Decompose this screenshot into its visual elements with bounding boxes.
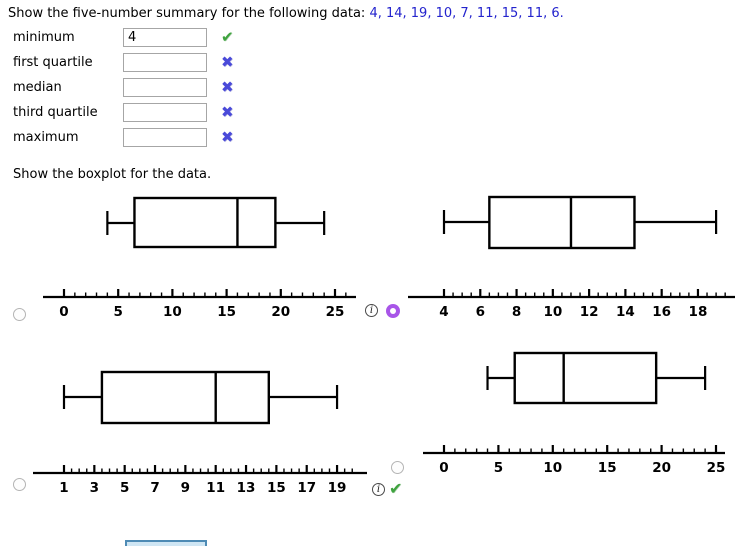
axis-tick-label: 11 xyxy=(206,480,226,495)
axis-tick-label: 15 xyxy=(217,304,236,320)
axis-tick-label: 4 xyxy=(439,304,449,320)
axis-tick-label: 8 xyxy=(511,304,522,320)
axis-tick-label: 15 xyxy=(597,460,617,475)
boxplot-option-top-left xyxy=(33,190,367,325)
axis-tick-label: 3 xyxy=(89,480,100,495)
minimum-input[interactable] xyxy=(123,28,207,47)
axis-tick-label: 15 xyxy=(266,480,286,495)
incorrect-cross-icon: ✖ xyxy=(221,103,234,121)
axis-tick-label: 5 xyxy=(119,480,130,495)
axis-tick-label: 19 xyxy=(327,480,347,495)
boxplot-radio-top-left[interactable] xyxy=(13,308,26,321)
axis-tick-label: 25 xyxy=(706,460,726,475)
axis-tick-label: 10 xyxy=(163,304,182,320)
correct-check-icon: ✔ xyxy=(221,28,234,46)
axis-tick-label: 7 xyxy=(150,480,160,495)
axis-tick-label: 10 xyxy=(543,304,563,320)
field-label-median: median xyxy=(13,80,62,95)
question-prompt xyxy=(8,6,564,21)
axis-tick-label: 25 xyxy=(325,304,345,320)
boxplot-prompt: Show the boxplot for the data. xyxy=(13,167,212,182)
boxplot-radio-top-right[interactable] xyxy=(386,304,400,318)
field-label-third-quartile: third quartile xyxy=(13,105,98,120)
info-icon[interactable] xyxy=(372,483,385,496)
axis-tick-label: 10 xyxy=(543,460,563,475)
info-icon[interactable] xyxy=(365,304,378,317)
boxplot-radio-bottom-left[interactable] xyxy=(13,478,26,491)
axis-tick-label: 16 xyxy=(652,304,672,320)
third-quartile-input[interactable] xyxy=(123,103,207,122)
field-row-minimum xyxy=(13,28,293,47)
boxplot-radio-bottom-right[interactable] xyxy=(391,461,404,474)
question-prompt-text: Show the five-number summary for the following data: xyxy=(8,6,370,21)
axis-tick-label: 1 xyxy=(59,480,69,495)
field-row-first-quartile xyxy=(13,53,293,72)
boxplot-figure-bottom-right xyxy=(420,345,747,475)
axis-tick-label: 5 xyxy=(493,460,504,475)
boxplot-figure-top-right xyxy=(400,190,747,325)
field-row-third-quartile xyxy=(13,103,293,122)
info-icon-glyph: i xyxy=(369,305,374,316)
boxplot-option-bottom-left xyxy=(33,355,367,495)
axis-tick-label: 17 xyxy=(297,480,317,495)
axis-tick-label: 12 xyxy=(579,304,599,320)
boxplot-option-bottom-right xyxy=(420,345,747,475)
axis-tick-label: 18 xyxy=(688,304,708,320)
incorrect-cross-icon: ✖ xyxy=(221,128,234,146)
axis-tick-label: 5 xyxy=(113,304,123,320)
incorrect-cross-icon: ✖ xyxy=(221,53,234,71)
boxplot-figure-bottom-left xyxy=(33,355,367,495)
field-label-first-quartile: first quartile xyxy=(13,55,93,70)
axis-tick-label: 6 xyxy=(475,304,485,320)
partial-element xyxy=(125,540,207,546)
field-label-minimum: minimum xyxy=(13,30,75,45)
boxplot-figure-top-left xyxy=(33,190,367,325)
axis-tick-label: 14 xyxy=(616,304,635,320)
maximum-input[interactable] xyxy=(123,128,207,147)
axis-tick-label: 0 xyxy=(439,460,449,475)
first-quartile-input[interactable] xyxy=(123,53,207,72)
field-row-median xyxy=(13,78,293,97)
median-input[interactable] xyxy=(123,78,207,97)
axis-tick-label: 9 xyxy=(180,480,191,495)
question-data-values: 4, 14, 19, 10, 7, 11, 15, 11, 6. xyxy=(369,6,564,21)
field-label-maximum: maximum xyxy=(13,130,79,145)
axis-tick-label: 13 xyxy=(236,480,256,495)
incorrect-cross-icon: ✖ xyxy=(221,78,234,96)
axis-tick-label: 20 xyxy=(271,304,291,320)
axis-tick-label: 0 xyxy=(59,304,69,320)
correct-check-icon: ✔ xyxy=(389,479,403,498)
info-icon-glyph: i xyxy=(376,484,381,495)
axis-tick-label: 20 xyxy=(652,460,671,475)
boxplot-option-top-right xyxy=(400,190,747,325)
field-row-maximum xyxy=(13,128,293,147)
